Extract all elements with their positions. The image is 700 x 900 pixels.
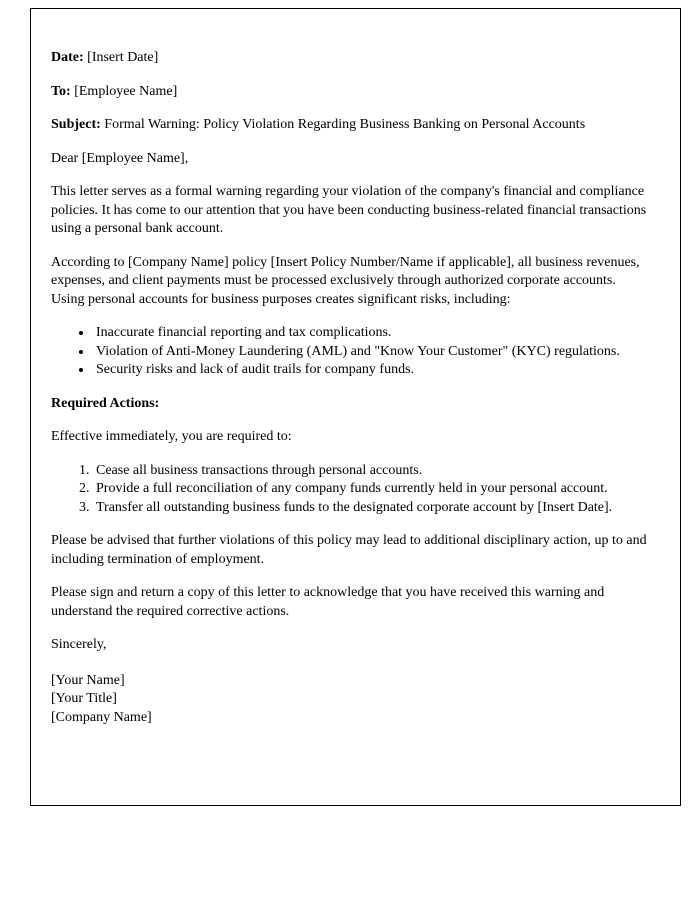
paragraph-effective: Effective immediately, you are required to: [51, 429, 292, 444]
letter-document [30, 8, 681, 806]
date-label: Date: [51, 50, 84, 65]
list-item: • Violation of Anti-Money Laundering (AML) and "Know Your Customer" (KYC) regulations. [93, 343, 650, 362]
list-item: 2. Provide a full reconciliation of any company funds currently held in your personal account. [93, 480, 650, 499]
signature-company: [Company Name] [51, 709, 152, 725]
required-actions-line [51, 395, 650, 414]
to-label: To: [51, 83, 71, 99]
to-value: [Employee Name] [74, 83, 178, 99]
date-line [51, 49, 650, 68]
risk-list [51, 324, 650, 380]
closing: Sincerely, [51, 637, 107, 652]
paragraph-advised: Please be advised that further violations of this policy may lead to additional disciplinary action, up to and including termination of employment. [51, 533, 647, 567]
salutation: Dear [Employee Name], [51, 150, 189, 166]
subject-label: Subject: [51, 117, 101, 132]
list-item: 3. Transfer all outstanding business funds to the designated corporate account by [Insert Date]. [93, 499, 650, 518]
subject-value: Formal Warning: Policy Violation Regarding Business Banking on Personal Accounts [104, 117, 586, 132]
list-item: • Inaccurate financial reporting and tax complications. [93, 324, 650, 343]
paragraph-intro: This letter serves as a formal warning regarding your violation of the company's financial and compliance policies. It has come to our attention that you have been conducting business-related financial transactions using a personal bank account. [51, 184, 647, 236]
paragraph-policy: According to [Company Name] policy [Insert Policy Number/Name if applicable], all business revenues, expenses, and client payments must be processed exclusively through authorized corporate accounts. Using personal accounts for business purposes creates significant risks, including: [51, 254, 640, 307]
list-item: • Security risks and lack of audit trails for company funds. [93, 361, 650, 380]
signature-title: [Your Title] [51, 691, 117, 706]
date-value: [Insert Date] [87, 50, 159, 65]
list-item: 1. Cease all business transactions through personal accounts. [93, 462, 650, 481]
signature-name: [Your Name] [51, 672, 125, 688]
required-actions-heading: Required Actions: [51, 395, 160, 411]
paragraph-sign-return: Please sign and return a copy of this letter to acknowledge that you have received this warning and understand the required corrective actions. [51, 585, 605, 619]
action-list [51, 462, 650, 518]
subject-line [51, 116, 650, 135]
to-line [51, 83, 650, 102]
